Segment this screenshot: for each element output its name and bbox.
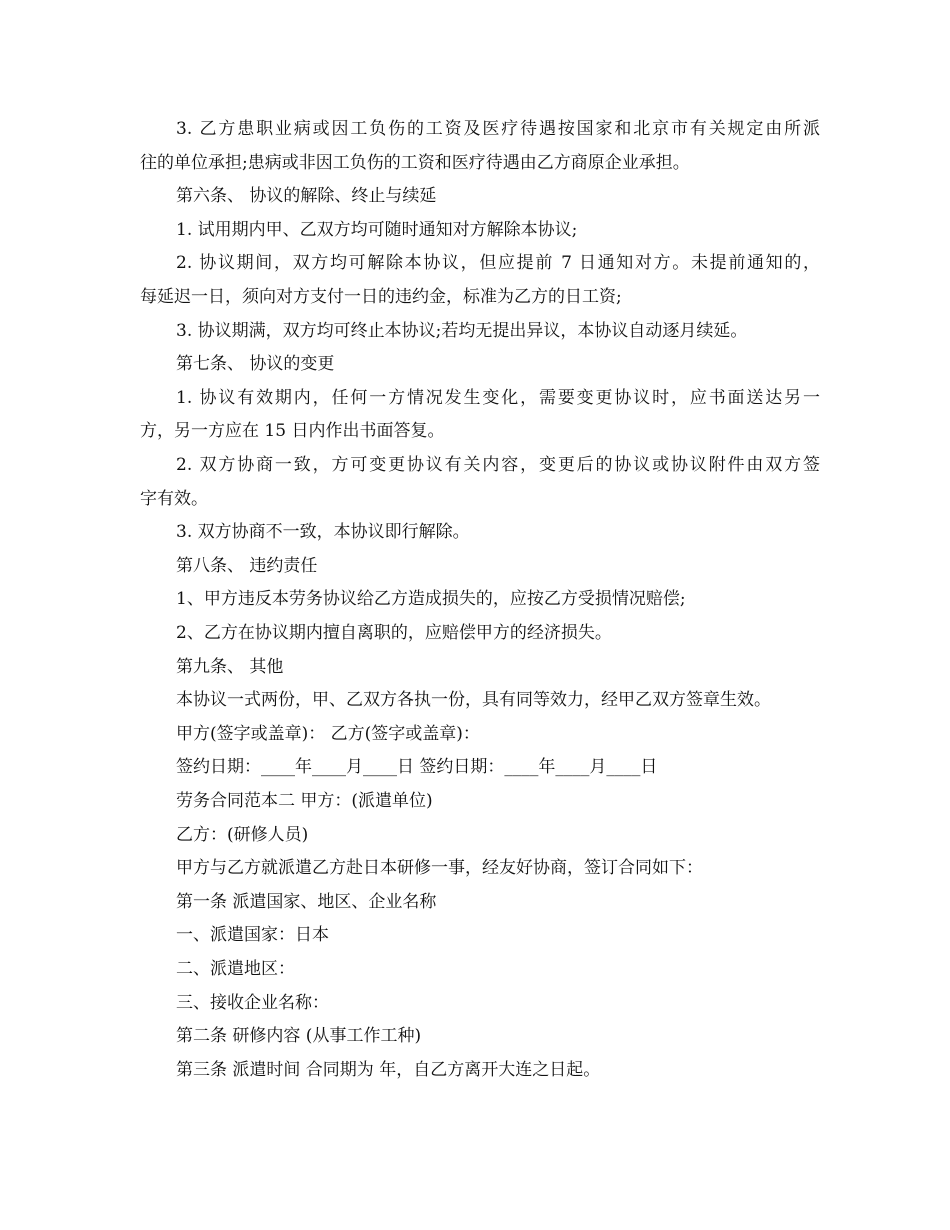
text-line: 三、接收企业名称： xyxy=(176,992,329,1013)
text-line: 1. 试用期内甲、乙双方均可随时通知对方解除本协议; xyxy=(176,219,578,240)
section-heading: 第九条、 其他 xyxy=(176,656,284,677)
section-heading: 第三条 派遣时间 合同期为 年，自乙方离开大连之日起。 xyxy=(176,1059,601,1080)
text-line: 本协议一式两份，甲、乙双方各执一份，具有同等效力，经甲乙双方签章生效。 xyxy=(176,690,771,711)
section-heading: 第二条 研修内容 (从事工作工种) xyxy=(176,1026,422,1047)
text-line: 1、甲方违反本劳务协议给乙方造成损失的，应按乙方受损情况赔偿; xyxy=(176,589,686,610)
text-line: 一、派遣国家：日本 xyxy=(176,925,329,946)
section-heading: 第八条、 违约责任 xyxy=(176,555,318,576)
text-line: 3. 乙方患职业病或因工负伤的工资及医疗待遇按国家和北京市有关规定由所派 xyxy=(176,119,820,139)
signature-line: 甲方(签字或盖章)： 乙方(签字或盖章)： xyxy=(176,723,480,744)
text-line: 二、派遣地区： xyxy=(176,959,295,979)
signing-date-line: 签约日期：____年____月____日 签约日期：____年____月____日 xyxy=(176,757,658,778)
text-line: 方，另一方应在 15 日内作出书面答复。 xyxy=(140,421,445,442)
section-heading: 第七条、 协议的变更 xyxy=(176,354,335,375)
text-line: 每延迟一日，须向对方支付一日的违约金，标准为乙方的日工资; xyxy=(140,287,622,307)
text-line: 往的单位承担;患病或非因工负伤的工资和医疗待遇由乙方商原企业承担。 xyxy=(140,152,690,173)
section-heading: 第一条 派遣国家、地区、企业名称 xyxy=(176,891,437,912)
text-line: 1. 协议有效期内，任何一方情况发生变化，需要变更协议时，应书面送达另一 xyxy=(176,387,820,408)
text-line: 2. 双方协商一致，方可变更协议有关内容，变更后的协议或协议附件由双方签 xyxy=(176,455,820,475)
text-line: 2. 协议期间，双方均可解除本协议，但应提前 7 日通知对方。未提前通知的， xyxy=(176,253,820,274)
text-line: 字有效。 xyxy=(140,488,208,509)
text-line: 3. 协议期满，双方均可终止本协议;若均无提出异议，本协议自动逐月续延。 xyxy=(176,320,748,341)
contract-title-line: 劳务合同范本二 甲方：(派遣单位) xyxy=(176,791,433,811)
text-line: 甲方与乙方就派遣乙方赴日本研修一事，经友好协商，签订合同如下： xyxy=(176,858,703,879)
text-line: 3. 双方协商不一致，本协议即行解除。 xyxy=(176,522,470,543)
party-line: 乙方：(研修人员) xyxy=(176,824,309,845)
text-line: 2、乙方在协议期内擅自离职的，应赔偿甲方的经济损失。 xyxy=(176,623,612,643)
section-heading: 第六条、 协议的解除、终止与续延 xyxy=(176,186,437,207)
